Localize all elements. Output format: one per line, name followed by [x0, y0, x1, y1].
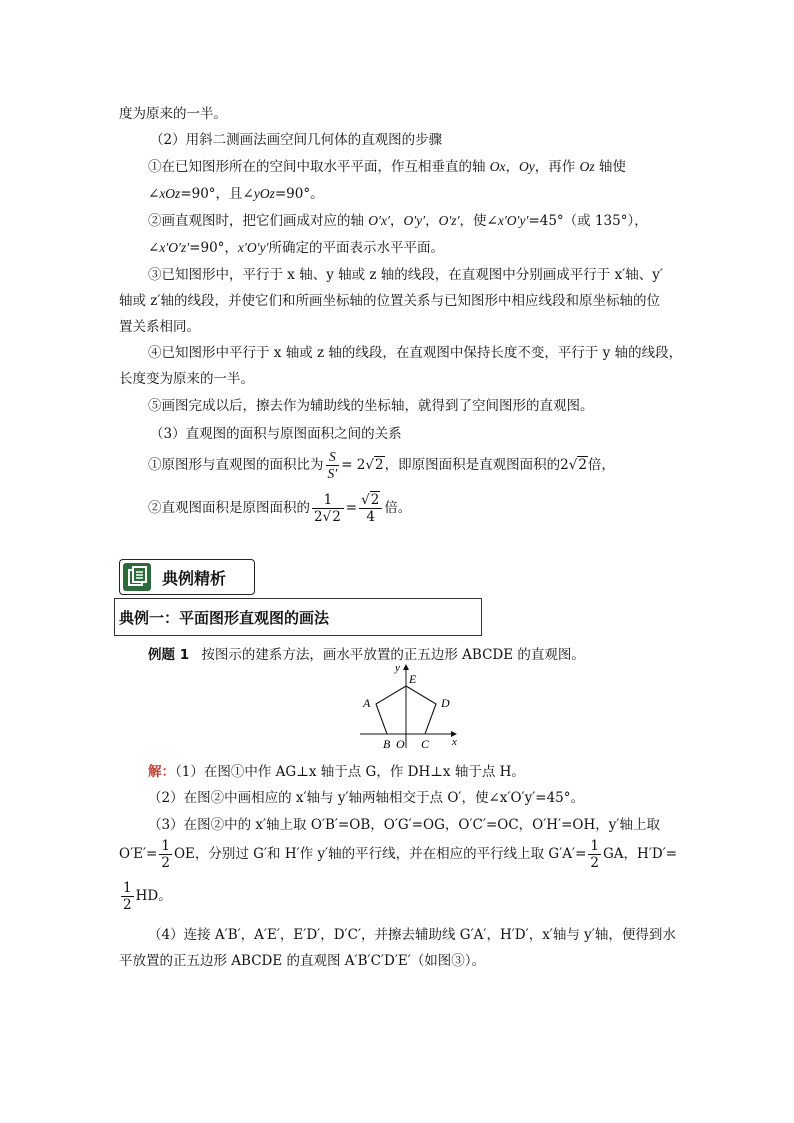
label-B: B [383, 737, 391, 751]
solution-step1: 解：（1）在图①中作 AG⊥x 轴于点 G，作 DH⊥x 轴于点 H。 [148, 764, 525, 780]
step4-line2: 长度变为原来的一半。 [119, 371, 254, 387]
area-inverse-fraction: $\frac{1}{2√2}$ [312, 492, 344, 525]
solution-step4-line1: （4）连接 A′B′，A′E′，E′D′，D′C′，并擦去辅助线 G′A′，H′D′，x′轴与 y′轴，便得到水 [148, 927, 676, 943]
y-axis-arrow [403, 664, 409, 670]
area-ratio-fraction: $\frac{S}{S'}$ [327, 449, 338, 481]
step3-line3: 置关系相同。 [119, 319, 200, 335]
document-icon [123, 563, 151, 591]
paragraph-continued: 度为原来的一半。 [119, 106, 227, 122]
section-banner [119, 559, 255, 595]
label-O: O [396, 737, 405, 751]
solution-step3-line3: $\frac{1}{2}$ HD。 [123, 880, 172, 913]
pentagon-figure [355, 662, 465, 752]
label-C: C [421, 737, 430, 751]
label-A: A [363, 696, 371, 710]
area-formula-1: ①原图形与直观图的面积比为 $\frac{S}{S'}$ = 2√2，即原图面积是直观图面积的2√2倍， [148, 449, 615, 481]
solution-label: 解： [148, 764, 175, 780]
steps-heading: （2）用斜二测画法画空间几何体的直观图的步骤 [150, 132, 443, 148]
solution-step2: （2）在图②中画相应的 x′轴与 y′轴两轴相交于点 O′，使∠x′O′y′=45°。 [148, 790, 585, 806]
solution-step3-line1: （3）在图②中的 x′轴上取 O′B′=OB，O′G′=OG，O′C′=OC，O′H′=OH，y′轴上取 [148, 817, 660, 833]
area-heading: （3）直观图的面积与原图面积之间的关系 [150, 426, 402, 442]
step1-line2: ∠xOz=90°，且∠yOz=90°。 [148, 186, 324, 202]
solution-step4-line2: 平放置的正五边形 ABCDE 的直观图 A′B′C′D′E′（如图③）。 [119, 953, 486, 969]
label-x: x [452, 736, 457, 748]
section-title-box [114, 598, 482, 636]
example-text: 按图示的建系方法，画水平放置的正五边形 ABCDE 的直观图。 [201, 647, 585, 663]
area-simplified-fraction: $\frac{√2}{4}$ [359, 492, 382, 525]
banner-title: 典例精析 [162, 569, 227, 588]
section-title: 典例一：平面图形直观图的画法 [119, 609, 330, 627]
label-y: y [395, 662, 400, 674]
step1-line1: ①在已知图形所在的空间中取水平平面，作互相垂直的轴 Ox，Oy，再作 Oz 轴使 [148, 159, 626, 175]
label-E: E [409, 672, 417, 686]
half-fraction: $\frac{1}{2}$ [161, 838, 170, 871]
solution-step3-line2: O′E′= $\frac{1}{2}$ OE，分别过 G′和 H′作 y′轴的平行线，并在相应的平行线上取 G′A′= $\frac{1}{2}$ GA，H′D′= [119, 838, 678, 871]
label-D: D [441, 696, 450, 710]
step5: ⑤画图完成以后，擦去作为辅助线的坐标轴，就得到了空间图形的直观图。 [148, 398, 594, 414]
area-formula-2: ②直观图面积是原图面积的 $\frac{1}{2√2}$ = $\frac{√2}{4}$ 倍。 [148, 492, 412, 525]
example-label: 例题 1 [148, 647, 190, 663]
step2-line1: ②画直观图时，把它们画成对应的轴 O′x′，O′y′，O′z′，使∠x′O′y′=45°（或 135°）， [148, 213, 648, 229]
step4-line1: ④已知图形中平行于 x 轴或 z 轴的线段，在直观图中保持长度不变，平行于 y 轴的线段， [148, 345, 683, 361]
step3-line1: ③已知图形中，平行于 x 轴、y 轴或 z 轴的线段，在直观图中分别画成平行于 x′轴、y′ [148, 267, 663, 283]
half-fraction-3: $\frac{1}{2}$ [123, 880, 132, 913]
step2-line2: ∠x′O′z′=90°，x′O′y′所确定的平面表示水平平面。 [148, 240, 445, 256]
half-fraction-2: $\frac{1}{2}$ [590, 838, 600, 871]
step3-line2: 轴或 z′轴的线段，并使它们和所画坐标轴的位置关系与已知图形中相应线段和原坐标轴的位 [119, 293, 660, 309]
